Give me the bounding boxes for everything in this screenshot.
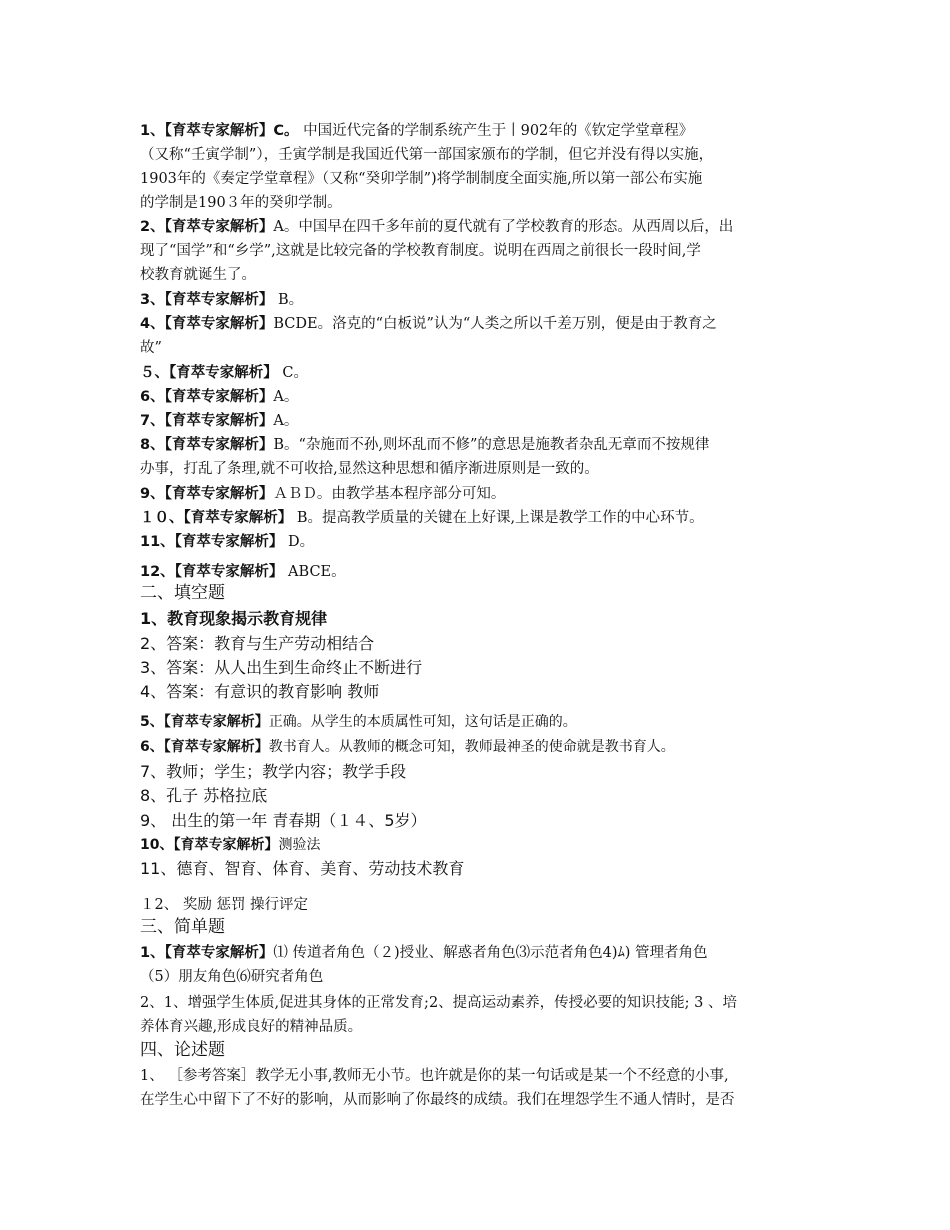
answer-3-text: B。: [273, 292, 304, 308]
answer-7-label: 7、【育萃专家解析】: [140, 413, 274, 429]
answer-2-text-cont: 校教育就诞生了。: [140, 267, 256, 283]
answer-5-text: C。: [277, 365, 308, 381]
answer-2-text: A。中国早在四千多年前的夏代就有了学校教育的形态。从西周以后，出: [273, 219, 734, 235]
answer-1-line-4: [140, 193, 342, 213]
fill-6-label: 6、【育萃专家解析】: [140, 739, 269, 755]
short-2-line-2: 养体育兴趣,形成良好的精神品质。: [140, 1019, 363, 1035]
answer-10-text: B。提高教学质量的关键在上好课,上课是教学工作的中心环节。: [292, 510, 704, 526]
answer-1-text-cont: （又称“壬寅学制”），壬寅学制是我国近代第一部国家颁布的学制，但它并没有得以实施，: [140, 147, 714, 163]
answer-3: [140, 290, 303, 310]
answer-4-line-2: [140, 338, 162, 358]
answer-2-line-1: [140, 217, 733, 237]
answer-10-label: １０、【育萃专家解析】: [140, 510, 293, 526]
section-heading-fill-in: 二、填空题: [140, 583, 225, 603]
fill-6-text: 教书育人。从教师的概念可知，教师最神圣的使命就是教书育人。: [268, 739, 675, 755]
fill-6: [140, 737, 675, 757]
answer-1-text-cont: 1903年的《奏定学堂章程》（又称“癸卯学制”)将学制制度全面实施,所以第一部公布实施: [140, 171, 703, 187]
answer-6: [140, 387, 298, 407]
essay-1-line-2: 在学生心中留下了不好的影响，从而影响了你最终的成绩。我们在埋怨学生不通人情时，是否: [140, 1092, 735, 1108]
answer-1-text-cont: 的学制是190３年的癸卯学制。: [140, 195, 342, 211]
answer-4-line-1: [140, 314, 717, 334]
answer-8-text: B。“杂施而不孙,则坏乱而不修”的意思是施教者杂乱无章而不按规律: [273, 437, 710, 453]
answer-12-label: 12、【育萃专家解析】: [140, 564, 284, 580]
answer-8-text-cont: 办事，打乱了条理,就不可收拾,显然这种思想和循序渐进原则是一致的。: [140, 461, 599, 477]
answer-4-text: BCDE。洛克的“白板说”认为“人类之所以千差万别，便是由于教育之: [273, 316, 717, 332]
answer-7-text: A。: [273, 413, 299, 429]
fill-10-label: 10、【育萃专家解析】: [140, 837, 279, 853]
answer-9-text: ＡＢＤ。由教学基本程序部分可知。: [273, 486, 506, 502]
answer-9: [140, 484, 505, 504]
fill-11: 11、德育、智育、体育、美育、劳动技术教育: [140, 859, 465, 878]
answer-2-line-3: [140, 265, 256, 285]
answer-1-label: 1、【育萃专家解析】C。: [140, 123, 299, 139]
answer-5-label: ５、【育萃专家解析】: [140, 365, 278, 381]
fill-2: 2、答案：教育与生产劳动相结合: [140, 634, 375, 653]
short-1-text: ⑴ 传道者角色（２)授业、解惑者角色⑶示范者角色4)ﾑ) 管理者角色: [273, 945, 708, 961]
fill-12: １2、 奖励 惩罚 操行评定: [140, 897, 309, 913]
answer-12-text: ABCE。: [283, 564, 346, 580]
fill-3: 3、答案：从人出生到生命终止不断进行: [140, 658, 423, 677]
answer-4-text-cont: 故”: [140, 340, 162, 356]
short-1-line-1: [140, 943, 708, 963]
answer-2-text-cont: 现了“国学”和“乡学”,这就是比较完备的学校教育制度。说明在西周之前很长一段时间,学: [140, 243, 701, 259]
answer-9-label: 9、【育萃专家解析】: [140, 486, 274, 502]
answer-6-text: A。: [273, 389, 299, 405]
essay-1-line-1: 1、 ［参考答案］教学无小事,教师无小节。也许就是你的某一句话或是某一个不经意的小事,: [140, 1068, 729, 1084]
answer-11-text: D。: [283, 534, 315, 550]
short-1-label: 1、【育萃专家解析】: [140, 945, 274, 961]
fill-10-text: 测验法: [278, 837, 321, 853]
answer-1-line-1: [140, 121, 693, 141]
answer-11: [140, 532, 314, 552]
fill-5-text: 正确。从学生的本质属性可知，这句话是正确的。: [268, 714, 577, 730]
short-1-line-2: （5）朋友角色⑹研究者角色: [140, 969, 324, 985]
fill-4: 4、答案：有意识的教育影响 教师: [140, 682, 380, 701]
fill-5-label: 5、【育萃专家解析】: [140, 714, 269, 730]
answer-8-line-1: [140, 435, 709, 455]
answer-6-label: 6、【育萃专家解析】: [140, 389, 274, 405]
answer-1-line-3: [140, 169, 702, 189]
section-heading-short-answer: 三、简单题: [140, 917, 225, 937]
answer-8-line-2: [140, 459, 599, 479]
fill-1-text: 1、教育现象揭示教育规律: [140, 609, 328, 628]
answer-7: [140, 411, 298, 431]
answer-2-line-2: [140, 241, 701, 261]
answer-5: [140, 363, 308, 383]
short-2-line-1: 2、1、增强学生体质,促进其身体的正常发育;2、提高运动素养，传授必要的知识技能; 3 、培: [140, 995, 737, 1011]
answer-8-label: 8、【育萃专家解析】: [140, 437, 274, 453]
answer-12: [140, 562, 346, 582]
answer-2-label: 2、【育萃专家解析】: [140, 219, 274, 235]
answer-4-label: 4、【育萃专家解析】: [140, 316, 274, 332]
fill-8: 8、孔子 苏格拉底: [140, 786, 268, 805]
section-heading-essay: 四、论述题: [140, 1040, 225, 1060]
fill-10: [140, 835, 320, 855]
answer-10: [140, 508, 704, 528]
answer-1-line-2: [140, 145, 713, 165]
fill-9: 9、 出生的第一年 青春期（１４、5岁）: [140, 811, 427, 830]
answer-3-label: 3、【育萃专家解析】: [140, 292, 274, 308]
answer-11-label: 11、【育萃专家解析】: [140, 534, 284, 550]
fill-1: [140, 609, 327, 629]
fill-7: 7、教师；学生；教学内容；教学手段: [140, 762, 407, 781]
fill-5: [140, 712, 577, 732]
answer-1-text: 中国近代完备的学制系统产生于丨902年的《钦定学堂章程》: [298, 123, 694, 139]
